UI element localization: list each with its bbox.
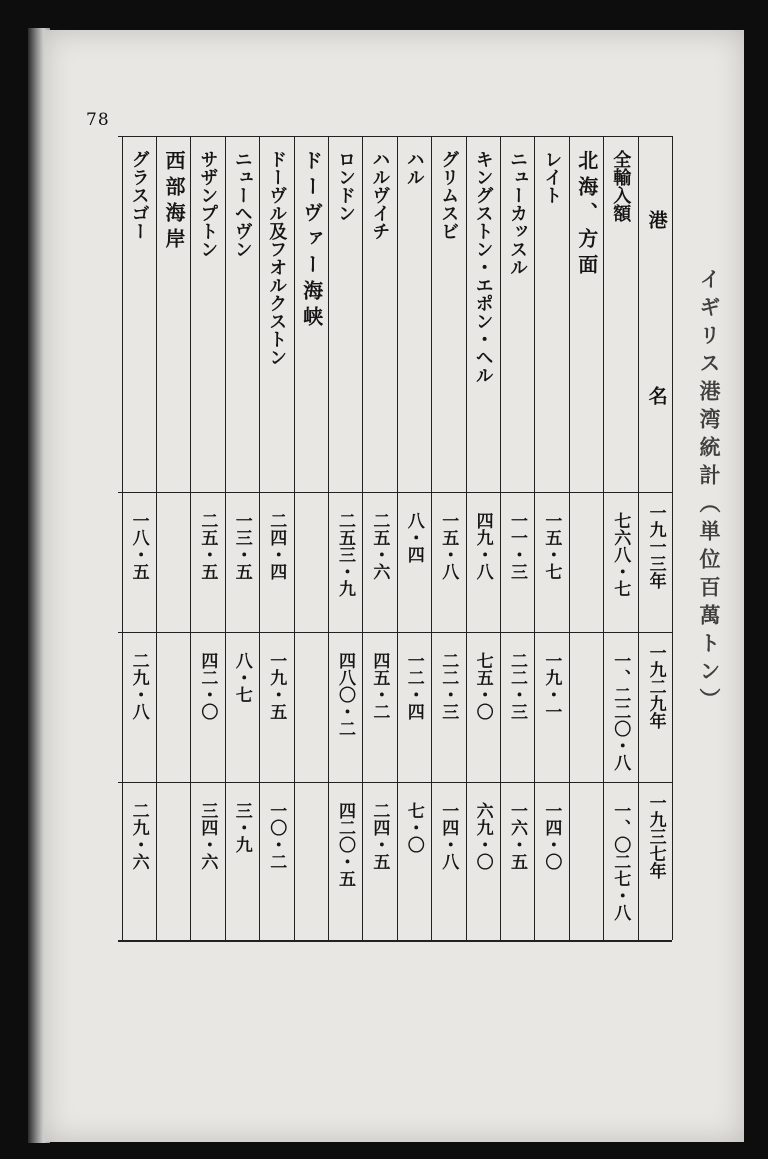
tonnage-value: 四九・八: [472, 512, 493, 580]
tonnage-value: 二二・三: [507, 652, 527, 720]
column-rule: [431, 136, 432, 940]
tonnage-value: 一三・五: [231, 512, 252, 580]
tonnage-value: 二九・八: [128, 652, 149, 720]
tonnage-value: 二四・四: [266, 512, 287, 580]
tonnage-value: 二五・五: [197, 512, 218, 580]
tonnage-value: 一九・五: [266, 652, 287, 720]
tonnage-value: 二九・六: [128, 802, 149, 870]
tonnage-value: 八・七: [231, 652, 252, 703]
tonnage-value: 八・四: [403, 512, 424, 563]
port-name: 全輸入額: [610, 150, 632, 222]
tonnage-value: 四二〇・五: [335, 802, 355, 887]
tonnage-value: 二五・六: [369, 512, 390, 580]
table-bottom-rule: [118, 940, 672, 942]
table-top-rule: [118, 136, 672, 137]
tonnage-value: 七・〇: [403, 802, 424, 853]
port-name: ニューヘヴン: [231, 150, 253, 258]
section-heading: 西部海岸: [162, 150, 186, 254]
column-rule: [500, 136, 501, 940]
column-rule: [225, 136, 226, 940]
port-name: サザンプトン: [197, 150, 219, 258]
tonnage-value: 六九・〇: [472, 802, 493, 870]
page-number: 78: [86, 110, 110, 130]
column-rule: [328, 136, 329, 940]
port-name: ロンドン: [335, 150, 356, 222]
port-name: ハルヴイチ: [369, 150, 391, 240]
column-rule: [190, 136, 191, 940]
section-heading: ドーヴァー海峡: [299, 150, 324, 332]
tonnage-value: 二五三・九: [335, 512, 355, 597]
tonnage-value: 三四・六: [197, 802, 218, 870]
header-year: 一九二九年: [645, 644, 666, 729]
port-name: レイト: [541, 150, 563, 204]
port-name: ニューカッスル: [507, 150, 528, 276]
column-rule: [466, 136, 467, 940]
tonnage-value: 一九・一: [541, 652, 562, 720]
column-rule: [122, 136, 123, 940]
tonnage-value: 四二・〇: [197, 652, 218, 720]
port-name: ドーヴル及フオルクストン: [266, 150, 288, 366]
tonnage-value: 一一・三: [507, 512, 527, 580]
column-rule: [397, 136, 398, 940]
year-rule-1: [118, 632, 672, 633]
tonnage-value: 一五・七: [541, 512, 562, 580]
tonnage-value: 一、二二〇・八: [610, 652, 631, 771]
tonnage-value: 四五・二: [369, 652, 390, 720]
header-year: 一九三七年: [645, 794, 666, 879]
column-rule: [259, 136, 260, 940]
header-port: 港: [645, 210, 668, 229]
header-name: 名: [645, 386, 668, 405]
section-heading: 北海、方面: [574, 150, 599, 280]
column-rule: [294, 136, 295, 940]
column-rule: [569, 136, 570, 940]
port-name: グラスゴー: [128, 150, 150, 240]
header-year: 一九一三年: [645, 504, 666, 589]
tonnage-value: 七六八・七: [610, 512, 631, 597]
tonnage-value: 一、〇二七・八: [610, 802, 631, 921]
port-name: キングストン・エポン・ヘル: [472, 150, 494, 384]
tonnage-value: 一四・〇: [541, 802, 562, 870]
tonnage-value: 三・九: [231, 802, 252, 853]
tonnage-value: 一八・五: [128, 512, 149, 580]
tonnage-value: 一〇・二: [266, 802, 287, 870]
column-rule: [362, 136, 363, 940]
port-name: グリムスビ: [438, 150, 460, 240]
tonnage-value: 二二・三: [438, 652, 459, 720]
tonnage-value: 二四・五: [369, 802, 390, 870]
tonnage-value: 七五・〇: [472, 652, 493, 720]
column-rule: [156, 136, 157, 940]
column-rule: [672, 136, 673, 940]
tonnage-value: 一四・八: [438, 802, 459, 870]
port-name: ハル: [403, 150, 425, 186]
column-rule: [638, 136, 639, 940]
tonnage-value: 一二・四: [403, 652, 424, 720]
column-rule: [534, 136, 535, 940]
column-rule: [603, 136, 604, 940]
tonnage-value: 四八〇・二: [335, 652, 355, 737]
year-rule-2: [118, 782, 672, 783]
name-column-rule: [118, 492, 672, 493]
tonnage-value: 一五・八: [438, 512, 459, 580]
running-title: イギリス港湾統計（単位百萬トン）: [697, 268, 722, 716]
tonnage-value: 一六・五: [507, 802, 527, 870]
